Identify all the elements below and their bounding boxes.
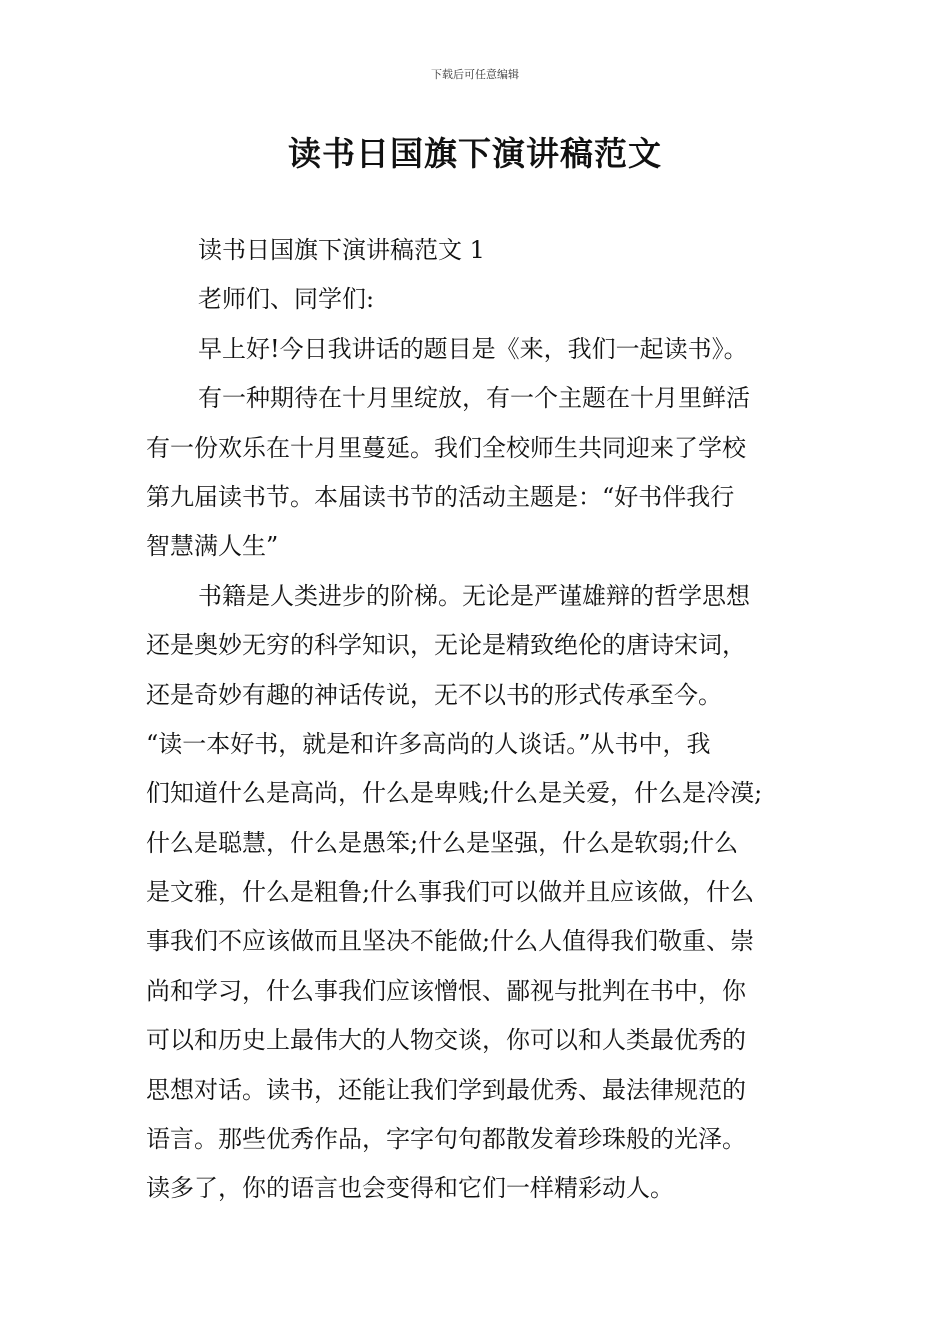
text-line: 是文雅，什么是粗鲁;什么事我们可以做并且应该做，什么 bbox=[146, 878, 755, 907]
text-line: 语言。那些优秀作品，字字句句都散发着珍珠般的光泽。 bbox=[146, 1125, 746, 1154]
text-line: 尚和学习，什么事我们应该憎恨、鄙视与批判在书中，你 bbox=[146, 976, 746, 1005]
text-line: “读一本好书，就是和许多高尚的人谈话。”从书中，我 bbox=[146, 729, 711, 758]
text-line: 思想对话。读书，还能让我们学到最优秀、最法律规范的 bbox=[146, 1075, 746, 1104]
text-line: 读多了，你的语言也会变得和它们一样精彩动人。 bbox=[146, 1174, 674, 1203]
text-line: 事我们不应该做而且坚决不能做;什么人值得我们敬重、崇 bbox=[146, 927, 755, 956]
text-line: 早上好!今日我讲话的题目是《来，我们一起读书》。 bbox=[198, 334, 748, 363]
text-line: 还是奥妙无穷的科学知识，无论是精致绝伦的唐诗宋词， bbox=[146, 631, 746, 660]
text-line: 老师们、同学们: bbox=[198, 285, 375, 314]
text-line: 有一份欢乐在十月里蔓延。我们全校师生共同迎来了学校 bbox=[146, 433, 746, 462]
text-line: 智慧满人生” bbox=[146, 532, 279, 561]
text-line: 书籍是人类进步的阶梯。无论是严谨雄辩的哲学思想 bbox=[198, 581, 750, 610]
document-title: 读书日国旗下演讲稿范文 bbox=[288, 134, 662, 173]
text-line: 什么是聪慧，什么是愚笨;什么是坚强，什么是软弱;什么 bbox=[146, 828, 739, 857]
text-line: 有一种期待在十月里绽放，有一个主题在十月里鲜活 bbox=[198, 384, 750, 413]
text-line: 读书日国旗下演讲稿范文 1 bbox=[198, 236, 485, 264]
text-line: 可以和历史上最伟大的人物交谈，你可以和人类最优秀的 bbox=[146, 1026, 746, 1055]
text-line: 第九届读书节。本届读书节的活动主题是：“好书伴我行 bbox=[146, 482, 735, 511]
document-body bbox=[146, 226, 811, 1214]
text-line: 们知道什么是高尚，什么是卑贱;什么是关爱，什么是冷漠; bbox=[146, 779, 763, 808]
text-line: 还是奇妙有趣的神话传说，无不以书的形式传承至今。 bbox=[146, 680, 722, 709]
header-note: 下载后可任意编辑 bbox=[431, 68, 519, 81]
